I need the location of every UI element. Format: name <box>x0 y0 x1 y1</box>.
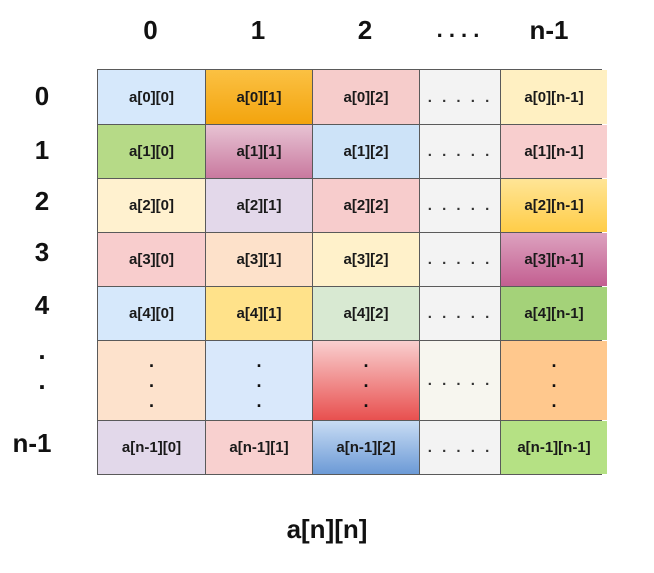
column-header-0: 0 <box>143 15 158 45</box>
row-header-dot-1: . <box>38 335 46 365</box>
cell-vdots-col-2 <box>313 341 419 420</box>
cell-2-n-1: a[2][n-1] <box>501 179 607 232</box>
cell-4-0: a[4][0] <box>98 287 205 340</box>
cell-1-2: a[1][2] <box>313 125 419 178</box>
cell-3-0: a[3][0] <box>98 233 205 286</box>
column-header-1: 1 <box>250 15 266 45</box>
column-header-2: 2 <box>357 15 373 45</box>
vdot: . <box>551 350 557 371</box>
cell-4-1: a[4][1] <box>206 287 312 340</box>
cell-1-1: a[1][1] <box>206 125 312 178</box>
cell-0-ellipsis: . . . . . <box>420 70 500 124</box>
vdot: . <box>256 370 262 391</box>
cell-3-2: a[3][2] <box>313 233 419 286</box>
cell-0-0: a[0][0] <box>98 70 205 124</box>
column-header-n-1: n-1 <box>529 15 569 45</box>
matrix-caption: a[n][n] <box>286 514 368 544</box>
vdot: . <box>363 390 369 411</box>
cell-0-1: a[0][1] <box>206 70 312 124</box>
row-header-3: 3 <box>34 237 50 267</box>
vdot: . <box>256 390 262 411</box>
cell-vdots-col-n-1 <box>501 341 607 420</box>
vdot: . <box>551 390 557 411</box>
column-header-ellipsis: . . . . <box>436 17 480 42</box>
cell-4-n-1: a[4][n-1] <box>501 287 607 340</box>
row-header-0: 0 <box>34 81 50 111</box>
cell-3-n-1: a[3][n-1] <box>501 233 607 286</box>
vdot: . <box>363 370 369 391</box>
cell-n-1-1: a[n-1][1] <box>206 421 312 474</box>
cell-3-1: a[3][1] <box>206 233 312 286</box>
row-header-2: 2 <box>34 186 50 216</box>
cell-ellipsis-center: . . . . . <box>420 341 500 420</box>
cell-0-2: a[0][2] <box>313 70 419 124</box>
cell-2-ellipsis: . . . . . <box>420 179 500 232</box>
row-header-dot-2: . <box>38 365 46 395</box>
matrix-grid <box>97 69 602 475</box>
cell-2-2: a[2][2] <box>313 179 419 232</box>
row-header-1: 1 <box>34 135 50 165</box>
cell-n-1-0: a[n-1][0] <box>98 421 205 474</box>
cell-vdots-col-0 <box>98 341 205 420</box>
cell-0-n-1: a[0][n-1] <box>501 70 607 124</box>
vdot: . <box>551 370 557 391</box>
vdot: . <box>256 350 262 371</box>
cell-n-1-ellipsis: . . . . . <box>420 421 500 474</box>
cell-4-ellipsis: . . . . . <box>420 287 500 340</box>
cell-2-1: a[2][1] <box>206 179 312 232</box>
cell-n-1-n-1: a[n-1][n-1] <box>501 421 607 474</box>
row-header-n-1: n-1 <box>12 428 52 458</box>
vdot: . <box>148 350 154 371</box>
vdot: . <box>363 350 369 371</box>
cell-1-n-1: a[1][n-1] <box>501 125 607 178</box>
vdot: . <box>148 390 154 411</box>
cell-1-ellipsis: . . . . . <box>420 125 500 178</box>
cell-3-ellipsis: . . . . . <box>420 233 500 286</box>
cell-4-2: a[4][2] <box>313 287 419 340</box>
vdot: . <box>148 370 154 391</box>
row-header-4: 4 <box>34 290 50 320</box>
cell-n-1-2: a[n-1][2] <box>313 421 419 474</box>
cell-vdots-col-1 <box>206 341 312 420</box>
cell-2-0: a[2][0] <box>98 179 205 232</box>
cell-1-0: a[1][0] <box>98 125 205 178</box>
